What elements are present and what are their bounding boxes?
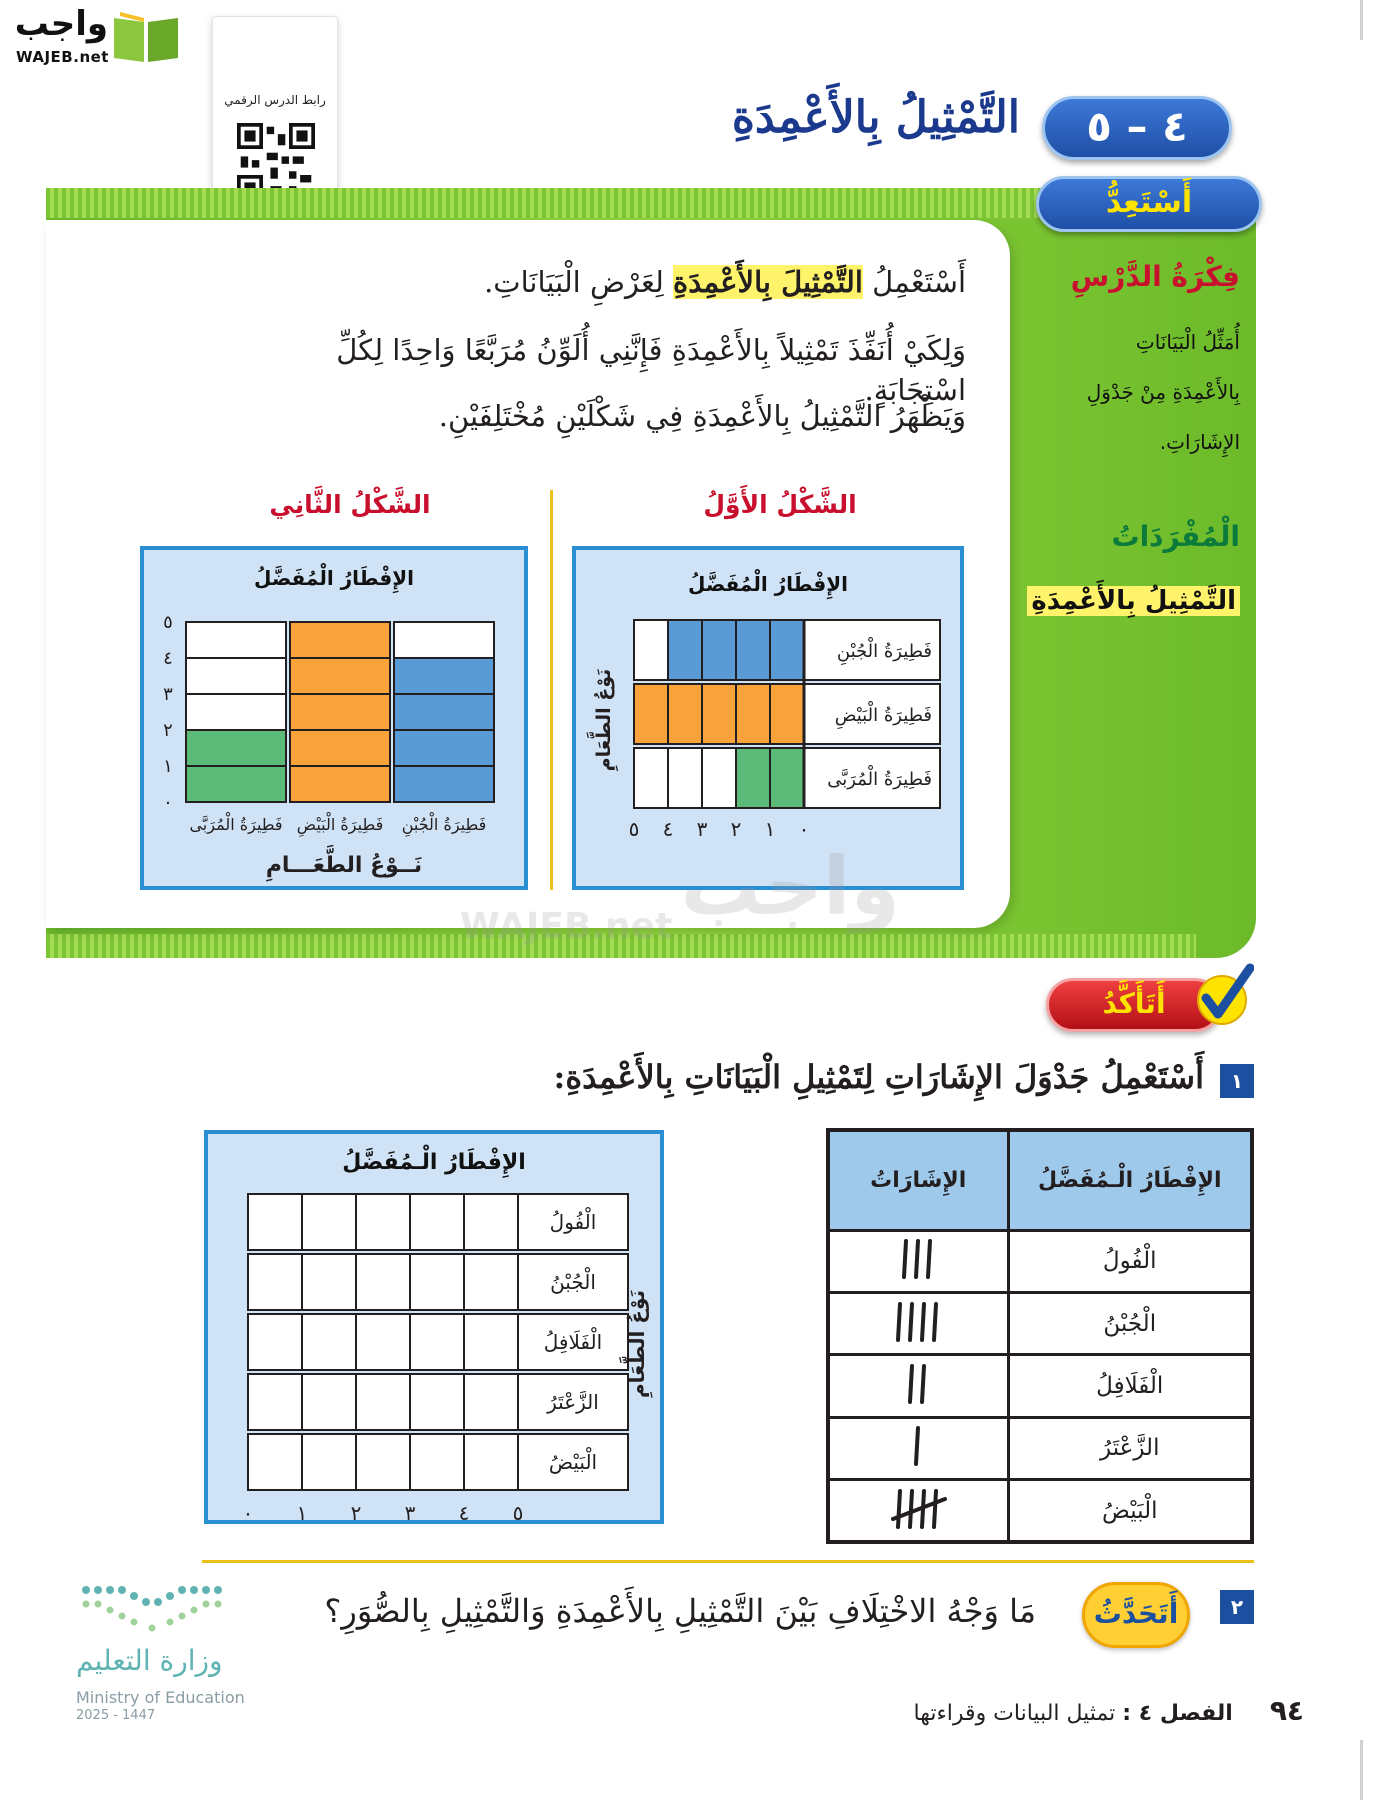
tally-marks — [828, 1480, 1008, 1542]
empty-cell — [356, 1314, 410, 1370]
fig1-chart-title: الإِفْطَارُ الْمُفَضَّلُ — [687, 572, 849, 596]
category-label: فَطِيرَةُ الْجُبْنِ — [836, 641, 932, 662]
tally-marks — [828, 1355, 1008, 1417]
empty-cell — [668, 748, 702, 808]
category-label: فَطِيرَةُ الْبَيْضِ — [834, 705, 932, 726]
category-label: الزَّعْتَرُ — [547, 1390, 599, 1414]
category-label: الْفَلَافِلُ — [543, 1330, 603, 1354]
vocab-heading: الْمُفْرَدَاتُ — [1111, 520, 1240, 553]
figure-divider — [550, 490, 553, 890]
tick-label: ٠ — [242, 1501, 254, 1520]
ministry-name-ar: وزارة التعليم — [76, 1644, 223, 1677]
tally-stroke — [934, 1304, 936, 1340]
crop-mark — [1360, 1740, 1363, 1800]
tally-stroke — [898, 1491, 900, 1527]
bar-cell — [770, 620, 804, 680]
tally-food: الْبَيْضُ — [1008, 1480, 1252, 1542]
tick-label: ٤ — [662, 817, 674, 841]
qr-label: رابط الدرس الرقمي — [224, 93, 326, 107]
prepare-badge: أَسْتَعِدُّ — [1036, 176, 1262, 232]
page-footer — [913, 1694, 1304, 1727]
tally-stroke — [928, 1241, 930, 1277]
empty-cell — [186, 694, 286, 730]
bar-cell — [668, 620, 702, 680]
fig2-label: الشَّكْلُ الثَّانِي — [269, 490, 431, 519]
bar-cell — [290, 694, 390, 730]
tally-food: الْفُولُ — [1008, 1230, 1252, 1292]
ministry-year: 2025 - 1447 — [76, 1708, 156, 1723]
talk-badge: أَتَحَدَّثُ — [1082, 1582, 1190, 1648]
blank-bar-chart — [204, 1130, 664, 1524]
empty-cell — [302, 1194, 356, 1250]
chapter-label: الفصل ٤ : — [1122, 1701, 1233, 1726]
empty-cell — [302, 1434, 356, 1490]
bar-cell — [290, 622, 390, 658]
tally-row — [828, 1230, 1252, 1292]
tick-label: ٣ — [163, 684, 173, 705]
question-1: أَسْتَعْمِلُ جَدْوَلَ الإِشَارَاتِ لِتَمْثِيلِ الْبَيَانَاتِ بِالأَعْمِدَةِ: — [553, 1058, 1204, 1096]
tally-stroke — [934, 1491, 936, 1527]
tally-food: الْفَلَافِلُ — [1008, 1355, 1252, 1417]
tally-stroke — [910, 1366, 912, 1402]
fig1-chart-svg — [576, 550, 960, 886]
tally-food: الزَّعْتَرُ — [1008, 1417, 1252, 1479]
empty-cell — [464, 1194, 518, 1250]
empty-cell — [248, 1314, 302, 1370]
empty-cell — [248, 1434, 302, 1490]
bar-cell — [736, 620, 770, 680]
tick-label: ٠ — [798, 817, 810, 841]
bar-cell — [736, 748, 770, 808]
tick-label: ١ — [296, 1501, 308, 1520]
empty-cell — [248, 1254, 302, 1310]
tick-label: ٤ — [458, 1501, 470, 1520]
empty-cell — [702, 748, 736, 808]
ministry-name-en: Ministry of Education — [76, 1688, 245, 1707]
empty-cell — [464, 1314, 518, 1370]
empty-cell — [356, 1374, 410, 1430]
intro-text: لِعَرْضِ الْبَيَانَاتِ. — [484, 265, 664, 299]
empty-cell — [302, 1314, 356, 1370]
tally-table — [826, 1128, 1254, 1544]
tally-marks — [828, 1417, 1008, 1479]
tally-stroke — [922, 1366, 924, 1402]
bar-cell — [736, 684, 770, 744]
tally-body — [828, 1230, 1252, 1542]
category-label: الْفُولُ — [549, 1210, 597, 1234]
bar-cell — [186, 730, 286, 766]
empty-cell — [248, 1194, 302, 1250]
tally-stroke — [922, 1304, 924, 1340]
tally-stroke — [898, 1304, 900, 1340]
bar-cell — [394, 766, 494, 802]
bar-cell — [634, 684, 668, 744]
blank-chart-svg[interactable] — [208, 1134, 660, 1520]
empty-cell — [634, 620, 668, 680]
check-badge: أَتَأَكَّدُ — [1046, 978, 1222, 1032]
fig2-chart — [140, 546, 528, 890]
bar-cell — [668, 684, 702, 744]
category-label: فَطِيرَةُ الْجُبْنِ — [401, 815, 487, 834]
y-axis-label: نَوْعُ الطَّعَامِ — [593, 668, 615, 772]
tick-label: ٢ — [350, 1501, 362, 1520]
tally-marks-icon — [883, 1358, 953, 1408]
empty-cell — [464, 1254, 518, 1310]
bar-cell — [290, 730, 390, 766]
tick-label: ١ — [764, 817, 776, 841]
category-label: فَطِيرَةُ الْمُرَبَّى — [827, 769, 932, 790]
tick-label: ٣ — [696, 817, 708, 841]
tally-stroke — [916, 1428, 918, 1464]
logo-word: واجب — [14, 4, 108, 44]
watermark-word: واجب — [680, 840, 900, 933]
fig2-chart-svg — [144, 550, 524, 886]
tick-label: ٥ — [628, 817, 640, 841]
tally-stroke — [904, 1241, 906, 1277]
tick-label: ٢ — [163, 720, 173, 741]
logo-net: WAJEB.net — [16, 48, 109, 66]
question-2: مَا وَجْهُ الاخْتِلَافِ بَيْنَ التَّمْثِيلِ بِالأَعْمِدَةِ وَالتَّمْثِيلِ بِالصُّوَرِ؟ — [324, 1592, 1036, 1630]
tally-marks-icon — [883, 1483, 953, 1533]
idea-heading: فِكْرَةُ الدَّرْسِ — [1070, 260, 1240, 293]
blank-chart-title: الإِفْطَارُ الْـمُفَضَّلُ — [342, 1150, 526, 1175]
empty-cell — [410, 1254, 464, 1310]
empty-cell — [410, 1194, 464, 1250]
bar-cell — [186, 766, 286, 802]
empty-cell — [464, 1434, 518, 1490]
bar-cell — [290, 766, 390, 802]
chapter-title: تمثيل البيانات وقراءتها — [913, 1701, 1116, 1726]
empty-cell — [356, 1434, 410, 1490]
section-divider — [202, 1560, 1254, 1563]
fig1-chart — [572, 546, 964, 890]
empty-cell — [356, 1254, 410, 1310]
empty-cell — [302, 1254, 356, 1310]
page-number: ٩٤ — [1269, 1694, 1304, 1727]
tally-stroke — [910, 1304, 912, 1340]
tally-row — [828, 1417, 1252, 1479]
tick-label: ٥ — [163, 612, 173, 633]
bar-cell — [290, 658, 390, 694]
tally-row — [828, 1480, 1252, 1542]
empty-cell — [356, 1194, 410, 1250]
tick-label: ٤ — [163, 648, 173, 669]
tally-marks — [828, 1292, 1008, 1354]
empty-cell — [248, 1374, 302, 1430]
ministry-emblem-icon — [76, 1580, 246, 1640]
crop-mark — [1360, 0, 1363, 40]
question-number: ١ — [1220, 1064, 1254, 1098]
tally-stroke — [916, 1241, 918, 1277]
empty-cell — [634, 748, 668, 808]
tick-label: ٢ — [730, 817, 742, 841]
y-axis-label: نَوْعُ الطَّعَامِ — [625, 1290, 649, 1398]
tally-row — [828, 1292, 1252, 1354]
intro-line-3: وَيَظْهَرُ التَّمْثِيلُ بِالأَعْمِدَةِ فِي شَكْلَيْنِ مُخْتَلِفَيْنِ. — [438, 399, 966, 433]
category-label: فَطِيرَةُ الْمُرَبَّى — [189, 815, 283, 834]
bar-cell — [394, 658, 494, 694]
ministry-logo — [76, 1580, 256, 1730]
category-label: الْجُبْنُ — [550, 1270, 596, 1294]
empty-cell — [410, 1434, 464, 1490]
bar-cell — [394, 694, 494, 730]
lesson-number: ٤ – ٥ — [1042, 96, 1232, 160]
intro-line-2: وَلِكَيْ أُنَفِّذَ تَمْثِيلاً بِالأَعْمِدَةِ فَإِنَّنِي أُلَوِّنُ مُرَبَّعًا وَاحِدًا لِكُلِّ اسْتِجَابَةٍ. — [336, 333, 966, 407]
question-number: ٢ — [1220, 1590, 1254, 1624]
empty-cell — [410, 1314, 464, 1370]
tally-row — [828, 1355, 1252, 1417]
fig2-chart-title: الإِفْطَارُ الْمُفَضَّلُ — [253, 566, 415, 590]
checkmark-icon — [1184, 960, 1254, 1030]
bar-cell — [394, 730, 494, 766]
category-label: فَطِيرَةُ الْبَيْضِ — [296, 815, 384, 834]
idea-line: بِالأَعْمِدَةِ مِنْ جَدْوَلِ — [1086, 380, 1240, 404]
tally-stroke — [910, 1491, 912, 1527]
tally-marks-icon — [883, 1233, 953, 1283]
empty-cell — [394, 622, 494, 658]
empty-cell — [186, 622, 286, 658]
bar-cell — [770, 748, 804, 808]
intro-highlight: التَّمْثِيلَ بِالأَعْمِدَةِ — [673, 265, 863, 299]
empty-cell — [302, 1374, 356, 1430]
tick-label: ٣ — [404, 1501, 416, 1520]
lesson-title: التَّمْثِيلُ بِالأَعْمِدَةِ — [731, 92, 1020, 143]
tick-label: ٥ — [512, 1501, 524, 1520]
tally-marks-icon — [883, 1296, 953, 1346]
vocab-term: التَّمْثِيلُ بِالأَعْمِدَةِ — [1027, 586, 1240, 616]
idea-line: الإِشَارَاتِ. — [1159, 430, 1240, 454]
tally-marks — [828, 1230, 1008, 1292]
category-label: الْبَيْضُ — [548, 1450, 598, 1474]
tally-header-food: الإِفْطَارُ الْـمُفَضَّلُ — [1008, 1130, 1252, 1230]
idea-line: أُمَثِّلُ الْبَيَانَاتِ — [1135, 330, 1240, 354]
watermark-net: WAJEB.net — [460, 906, 673, 947]
fig1-label: الشَّكْلُ الأَوَّلُ — [703, 490, 857, 519]
intro-text: أَسْتَعْمِلُ — [872, 265, 966, 299]
x-axis-label: نَــوْعُ الطَّعَـــامِ — [265, 853, 423, 878]
bar-cell — [702, 684, 736, 744]
empty-cell — [464, 1374, 518, 1430]
lesson-sidebar — [1026, 240, 1240, 660]
wajeb-logo[interactable] — [8, 4, 190, 70]
tick-label: ٠ — [163, 792, 173, 813]
wajeb-watermark — [460, 840, 920, 960]
tally-marks-icon — [883, 1420, 953, 1470]
empty-cell — [410, 1374, 464, 1430]
book-icon — [110, 8, 182, 64]
intro-line-1 — [226, 262, 966, 302]
bar-cell — [770, 684, 804, 744]
tally-header-marks: الإِشَارَاتُ — [828, 1130, 1008, 1230]
tally-food: الْجُبْنُ — [1008, 1292, 1252, 1354]
tick-label: ١ — [163, 756, 173, 777]
empty-cell — [186, 658, 286, 694]
bar-cell — [702, 620, 736, 680]
